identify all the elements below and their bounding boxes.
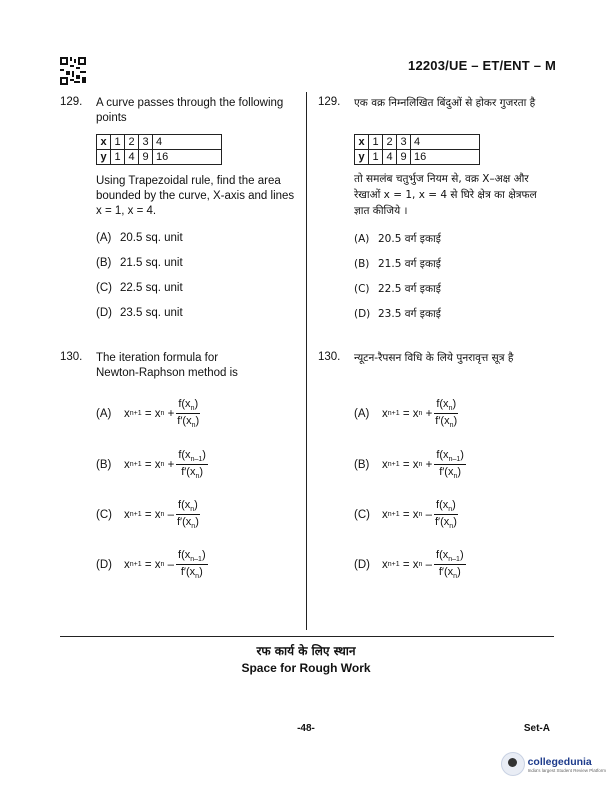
option-label: (A) xyxy=(354,407,370,420)
frac-num-end: ) xyxy=(459,549,464,561)
formula-sub: n+1 xyxy=(129,410,142,418)
formula-sub: n xyxy=(160,511,165,519)
collegedunia-logo xyxy=(501,752,606,776)
q129-instruction-hi: रेखाओं x = 1, x = 4 से घिरे क्षेत्र का क्षेत्रफल xyxy=(354,189,537,201)
option-label: (D) xyxy=(96,558,112,571)
q130-number: 130. xyxy=(60,351,83,363)
formula-lhs: x xyxy=(382,508,388,521)
frac-num-end: ) xyxy=(201,549,206,561)
option-label: (B) xyxy=(96,257,112,269)
page-number: -48- xyxy=(297,723,315,734)
option-label: (A) xyxy=(96,232,112,244)
formula-sub: n xyxy=(160,561,165,569)
formula-eq: = x xyxy=(402,407,419,420)
formula-fraction xyxy=(434,499,458,530)
q129-option-c-hi[interactable] xyxy=(354,282,441,296)
frac-den-end: ) xyxy=(199,466,204,479)
frac-den: f′(x xyxy=(181,466,196,479)
rough-work-label-hi: रफ कार्य के लिए स्थान xyxy=(256,644,356,658)
formula-sub: n xyxy=(418,511,423,519)
formula-eq: = x xyxy=(402,558,419,571)
option-label: (C) xyxy=(96,282,112,294)
formula-eq: = x xyxy=(144,458,161,471)
option-text: 23.5 वर्ग इकाई xyxy=(378,308,441,320)
option-label: (B) xyxy=(354,258,370,270)
q129-text-line1: A curve passes through the following xyxy=(96,97,284,109)
option-text: 20.5 वर्ग इकाई xyxy=(378,233,441,245)
formula-sign: + xyxy=(425,458,433,471)
q129-option-d[interactable] xyxy=(96,307,183,319)
table-cell: 4 xyxy=(153,135,222,150)
frac-num-sub: n xyxy=(448,405,453,413)
q129-instruction-hi: ज्ञात कीजिये । xyxy=(354,205,408,217)
frac-den-sub: n xyxy=(191,523,196,531)
frac-num: f(x xyxy=(178,549,191,561)
formula-lhs: x xyxy=(124,458,130,471)
frac-den: f′(x xyxy=(439,466,454,479)
table-cell: 4 xyxy=(125,150,139,165)
formula-fraction xyxy=(176,499,200,530)
table-cell: 3 xyxy=(139,135,153,150)
frac-num-sub: n xyxy=(190,405,195,413)
table-cell: 2 xyxy=(383,135,397,150)
q129-option-d-hi[interactable] xyxy=(354,307,441,321)
frac-num-sub: n–1 xyxy=(448,556,460,564)
formula-eq: = x xyxy=(144,558,161,571)
formula-lhs: x xyxy=(382,407,388,420)
q129-option-b-hi[interactable] xyxy=(354,257,441,271)
table-cell: 9 xyxy=(397,150,411,165)
frac-num: f(x xyxy=(436,398,449,410)
formula-fraction xyxy=(434,398,458,429)
section-divider xyxy=(60,636,554,637)
frac-num: f(x xyxy=(436,449,449,461)
logo-tagline: India's largest Student Review Platform xyxy=(527,767,606,773)
formula-sub: n+1 xyxy=(387,461,400,469)
formula-sign: + xyxy=(425,407,433,420)
q129-points-table-hi xyxy=(354,134,480,165)
q130-option-c-hi[interactable] xyxy=(354,499,458,530)
formula-sub: n xyxy=(418,561,423,569)
frac-den-end: ) xyxy=(453,415,458,428)
formula-fraction xyxy=(176,549,208,580)
frac-den-sub: n xyxy=(453,473,458,481)
q130-option-b-hi[interactable] xyxy=(354,449,466,480)
avatar-icon xyxy=(501,752,525,776)
frac-den-sub: n xyxy=(195,573,200,581)
table-cell: 4 xyxy=(411,135,480,150)
paper-code: 12203/UE – ET/ENT – M xyxy=(408,58,556,73)
table-y-label: y xyxy=(97,150,111,165)
option-label: (C) xyxy=(354,508,370,521)
q129-option-b[interactable] xyxy=(96,257,183,269)
frac-num-sub: n xyxy=(448,506,453,514)
option-label: (C) xyxy=(96,508,112,521)
frac-num-sub: n xyxy=(190,506,195,514)
table-cell: 1 xyxy=(369,150,383,165)
q129-points-table xyxy=(96,134,222,165)
option-label: (A) xyxy=(96,407,112,420)
table-cell: 9 xyxy=(139,150,153,165)
q129-number: 129. xyxy=(60,96,83,108)
frac-den-end: ) xyxy=(453,516,457,529)
formula-sign: – xyxy=(167,558,175,571)
frac-num-end: ) xyxy=(460,449,464,461)
formula-sign: + xyxy=(167,407,175,420)
option-label: (D) xyxy=(96,307,112,319)
q130-option-a-hi[interactable] xyxy=(354,398,458,429)
set-label: Set-A xyxy=(523,723,550,734)
frac-num-sub: n–1 xyxy=(190,556,202,564)
formula-eq: = x xyxy=(144,407,161,420)
frac-den-end: ) xyxy=(457,566,461,579)
formula-fraction xyxy=(176,398,200,429)
frac-den: f′(x xyxy=(177,415,192,428)
frac-den: f′(x xyxy=(176,516,192,529)
q130-option-c[interactable] xyxy=(96,499,200,530)
formula-sub: n+1 xyxy=(387,410,400,418)
table-cell: 2 xyxy=(125,135,139,150)
q129-instruction-line: x = 1, x = 4. xyxy=(96,205,157,217)
option-text: 23.5 sq. unit xyxy=(120,307,183,319)
frac-num-end: ) xyxy=(202,449,206,461)
frac-num-end: ) xyxy=(452,499,456,511)
formula-sub: n+1 xyxy=(387,561,400,569)
formula-fraction xyxy=(434,449,466,480)
frac-den-sub: n xyxy=(191,422,196,430)
frac-den-sub: n xyxy=(449,523,454,531)
q130-option-b[interactable] xyxy=(96,449,208,480)
option-label: (D) xyxy=(354,308,371,320)
table-cell: 4 xyxy=(383,150,397,165)
q129-option-a[interactable] xyxy=(96,232,183,244)
formula-sign: + xyxy=(167,458,175,471)
frac-den-end: ) xyxy=(199,566,203,579)
formula-sub: n xyxy=(418,410,423,418)
formula-sub: n xyxy=(418,461,423,469)
option-label: (B) xyxy=(96,458,112,471)
frac-num-sub: n–1 xyxy=(448,456,461,464)
table-cell: 1 xyxy=(369,135,383,150)
column-divider xyxy=(306,92,307,630)
table-cell: 1 xyxy=(111,150,125,165)
table-cell: 16 xyxy=(411,150,480,165)
formula-sub: n+1 xyxy=(129,511,142,519)
option-text: 22.5 sq. unit xyxy=(120,282,183,294)
frac-num: f(x xyxy=(178,499,191,511)
formula-sign: – xyxy=(167,508,175,521)
q129-text-hi: एक वक्र निम्नलिखित बिंदुओं से होकर गुजरता है xyxy=(354,97,536,109)
frac-num: f(x xyxy=(436,499,449,511)
frac-num: f(x xyxy=(178,398,191,410)
formula-lhs: x xyxy=(382,558,388,571)
q130-text-line2: Newton-Raphson method is xyxy=(96,367,238,379)
formula-eq: = x xyxy=(402,508,419,521)
formula-lhs: x xyxy=(124,508,130,521)
option-label: (A) xyxy=(354,233,370,245)
q130-option-d[interactable] xyxy=(96,549,208,580)
logo-brand: collegedunia xyxy=(527,755,592,768)
formula-sub: n+1 xyxy=(129,561,142,569)
q129-number-hi: 129. xyxy=(318,96,341,108)
formula-sub: n+1 xyxy=(129,461,142,469)
q130-text-hi: न्यूटन-रैपसन विधि के लिये पुनरावृत्त सूत्र है xyxy=(354,352,514,364)
q130-text-line1: The iteration formula for xyxy=(96,352,219,364)
formula-sub: n xyxy=(160,410,165,418)
option-text: 22.5 वर्ग इकाई xyxy=(378,283,441,295)
formula-sign: – xyxy=(425,558,433,571)
option-label: (B) xyxy=(354,458,370,471)
table-x-label: x xyxy=(355,135,369,150)
frac-num-sub: n–1 xyxy=(190,456,203,464)
formula-fraction xyxy=(176,449,208,480)
table-cell: 1 xyxy=(111,135,125,150)
q129-text-line2: points xyxy=(96,112,127,124)
formula-eq: = x xyxy=(402,458,419,471)
frac-den-sub: n xyxy=(195,473,200,481)
frac-num-end: ) xyxy=(194,398,199,410)
q130-number-hi: 130. xyxy=(318,351,341,363)
frac-den: f′(x xyxy=(435,415,450,428)
frac-den: f′(x xyxy=(438,566,454,579)
formula-sub: n xyxy=(160,461,165,469)
formula-lhs: x xyxy=(382,458,388,471)
frac-den-sub: n xyxy=(453,573,458,581)
frac-num: f(x xyxy=(178,449,191,461)
frac-num: f(x xyxy=(436,549,449,561)
qr-code-icon xyxy=(60,57,86,85)
frac-den-end: ) xyxy=(195,516,199,529)
formula-eq: = x xyxy=(144,508,161,521)
option-label: (D) xyxy=(354,558,370,571)
q129-instruction-line: Using Trapezoidal rule, find the area xyxy=(96,175,281,187)
formula-sub: n+1 xyxy=(387,511,400,519)
option-label: (C) xyxy=(354,283,370,295)
frac-den-end: ) xyxy=(457,466,462,479)
table-x-label: x xyxy=(97,135,111,150)
rough-work-label: Space for Rough Work xyxy=(241,661,371,675)
q129-option-c[interactable] xyxy=(96,282,183,294)
formula-sign: – xyxy=(425,508,433,521)
frac-den-sub: n xyxy=(449,422,454,430)
q129-instruction-hi: तो समलंब चतुर्भुज नियम से, वक्र X–अक्ष और xyxy=(354,173,529,185)
table-cell: 3 xyxy=(397,135,411,150)
q129-option-a-hi[interactable] xyxy=(354,232,441,246)
frac-num-end: ) xyxy=(452,398,457,410)
option-text: 21.5 sq. unit xyxy=(120,257,183,269)
frac-den-end: ) xyxy=(195,415,200,428)
formula-lhs: x xyxy=(124,558,130,571)
frac-num-end: ) xyxy=(194,499,198,511)
option-text: 20.5 sq. unit xyxy=(120,232,183,244)
formula-fraction xyxy=(434,549,466,580)
table-cell: 16 xyxy=(153,150,222,165)
frac-den: f′(x xyxy=(434,516,450,529)
q129-instruction-line: bounded by the curve, X-axis and lines xyxy=(96,190,295,202)
formula-lhs: x xyxy=(124,407,130,420)
option-text: 21.5 वर्ग इकाई xyxy=(378,258,441,270)
frac-den: f′(x xyxy=(180,566,196,579)
table-y-label: y xyxy=(355,150,369,165)
q130-option-a[interactable] xyxy=(96,398,200,429)
q130-option-d-hi[interactable] xyxy=(354,549,466,580)
